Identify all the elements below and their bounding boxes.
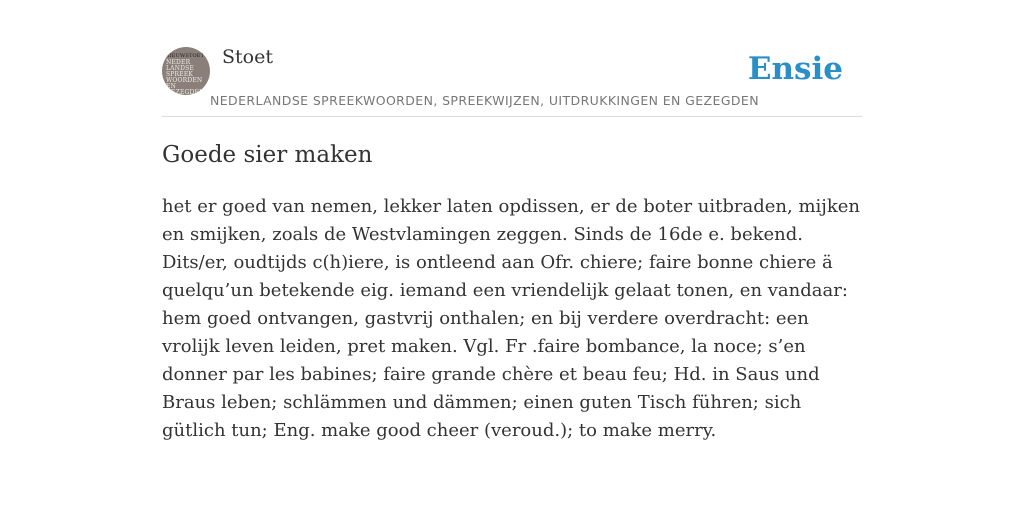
ensie-logo[interactable]: Ensie bbox=[747, 51, 843, 87]
header bbox=[162, 40, 862, 117]
source-subtitle[interactable]: NEDERLANDSE SPREEKWOORDEN, SPREEKWIJZEN, UITDRUKKINGEN EN GEZEGDEN bbox=[210, 93, 759, 108]
author-name[interactable]: Stoet bbox=[222, 46, 273, 68]
entry-body: het er goed van nemen, lekker laten opdissen, er de boter uitbraden, mijken en smijken, zoals de Westvlamingen zeggen. Sinds de 16de e. bekend. Dits/er, oudtijds c(h)iere, is ontleend aan Ofr. chiere; faire bonne chiere ä quelqu’un betekende eig. iemand een vriendelijk gelaat tonen, en vandaar: hem goed ontvangen, gastvrij onthalen; en bij verdere overdracht: een vrolijk leven leiden, pret maken. Vgl. Fr .faire bombance, la noce; s’en donner par les babines; faire grande chère et beau feu; Hd. in Saus und Braus leben; schlämmen und dämmen; einen guten Tisch führen; sich gütlich tun; Eng. make good cheer (veroud.); to make merry. bbox=[162, 196, 861, 441]
book-cover-avatar[interactable] bbox=[162, 47, 210, 95]
entry-title: Goede sier maken bbox=[162, 142, 373, 168]
entry-card bbox=[162, 40, 862, 445]
avatar-cover-top-text: NIEUWSTOET bbox=[165, 53, 205, 59]
avatar-cover-text: NEDER LANDSE SPREEK WOORDEN EN GEZEGDEN bbox=[166, 59, 205, 95]
